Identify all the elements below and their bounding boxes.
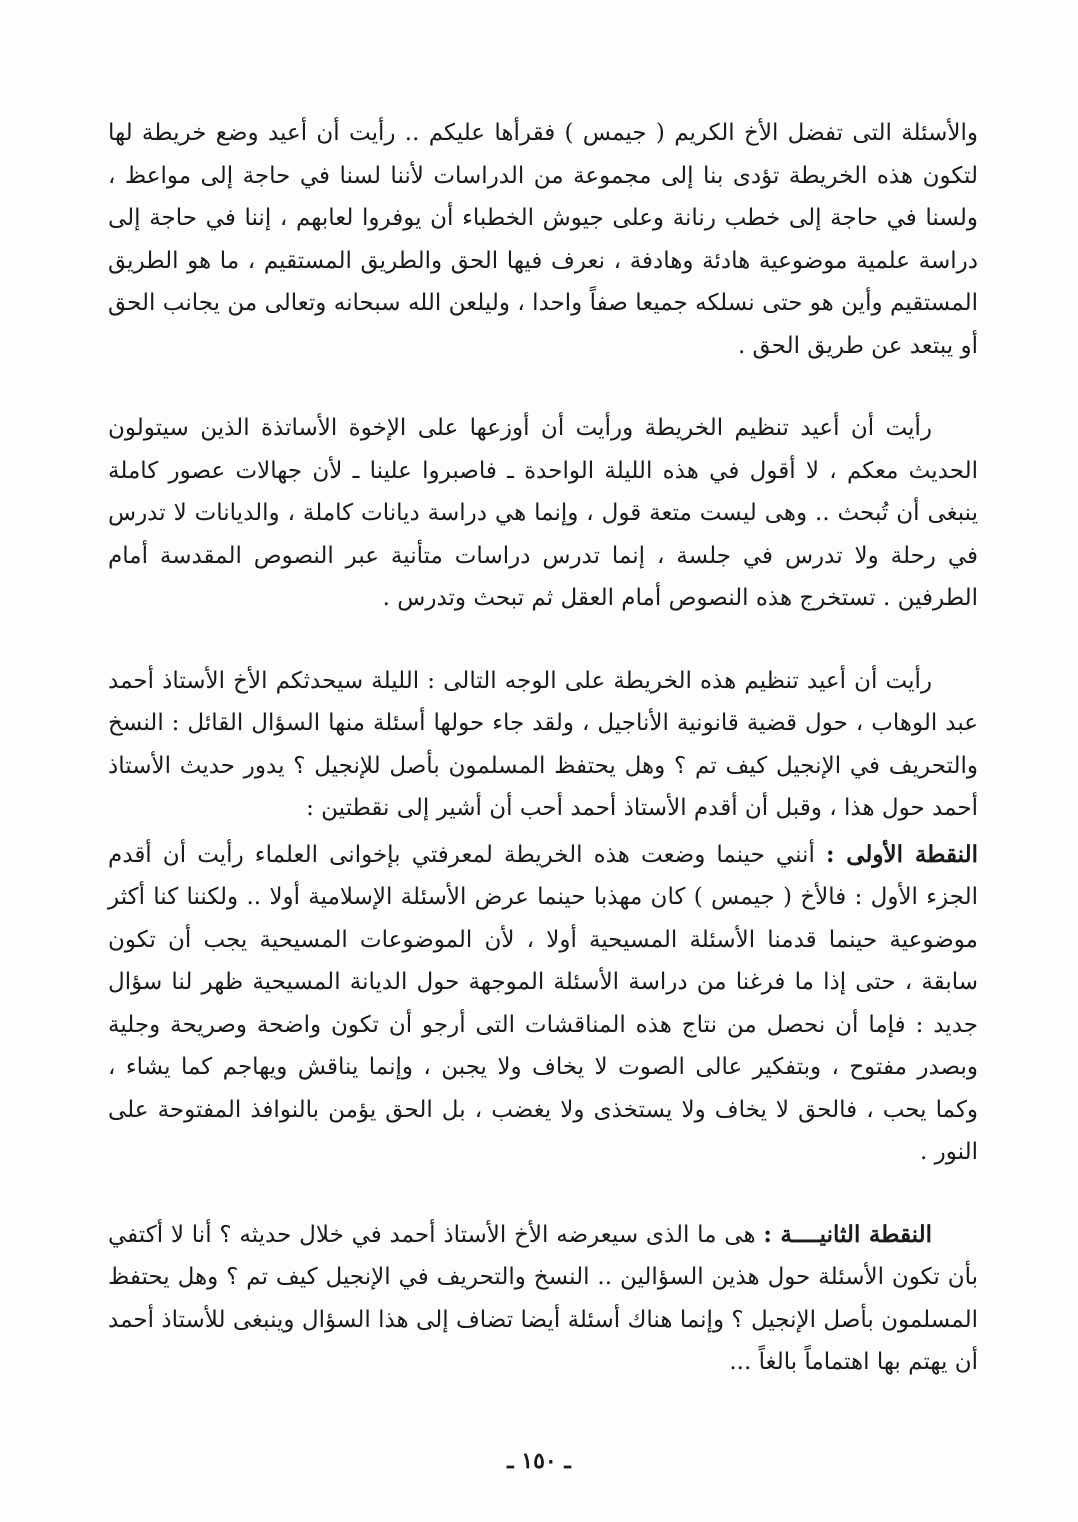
paragraph-first-point — [108, 834, 978, 1174]
second-point-heading: النقطة الثانيــــة : — [763, 1220, 932, 1248]
paragraph-questions-map: والأسئلة التى تفضل الأخ الكريم ( جيمس ) فقرأها عليكم .. رأيت أن أعيد وضع خريطة لها لتكون هذه الخريطة تؤدى بنا إلى مجموعة من الدراسات لأننا لسنا في حاجة إلى مواعظ ، ولسنا في حاجة إلى خطب رنانة وعلى جيوش الخطباء أن يوفروا لعابهم ، إننا في حاجة إلى دراسة علمية موضوعية هادئة وهادفة ، نعرف فيها الحق والطريق المستقيم ، ما هو الطريق المستقيم وأين هو حتى نسلكه جميعا صفاً واحدا ، وليلعن الله سبحانه وتعالى من يجانب الحق أو يبتعد عن طريق الحق . — [108, 120, 978, 359]
body-text — [108, 112, 978, 1384]
first-point-text: أنني حينما وضعت هذه الخريطة لمعرفتي بإخوانى العلماء رأيت أن أقدم الجزء الأول : فالأخ ( جيمس ) كان مهذبا حينما عرض الأسئلة الإسلامية أولا .. ولكننا كنا أكثر موضوعية حينما قدمنا الأسئلة المسيحية أولا ، لأن الموضوعات المسيحية يجب أن تكون سابقة ، حتى إذا ما فرغنا من دراسة الأسئلة الموجهة حول الديانة المسيحية ظهر لنا سؤال جديد : فإما أن نحصل من نتاج هذه المناقشات التى أرجو أن تكون واضحة وصريحة وجلية وبصدر مفتوح ، وبتفكير عالى الصوت لا يخاف ولا يجبن ، وإنما يناقش ويهاجم كما يشاء ، وكما يحب ، فالحق لا يخاف ولا يستخذى ولا يغضب ، بل الحق يؤمن بالنوافذ المفتوحة على النور . — [108, 841, 978, 1165]
paragraph-reorganize-map: رأيت أن أعيد تنظيم الخريطة ورأيت أن أوزعها على الإخوة الأساتذة الذين سيتولون الحديث معكم ، لا أقول في هذه الليلة الواحدة ـ فاصبروا علينا ـ لأن جهالات عصور كاملة ينبغى أن تُبحث .. وهى ليست متعة قول ، وإنما هي دراسة ديانات كاملة ، والديانات لا تدرس في رحلة ولا تدرس في جلسة ، إنما تدرس دراسات متأنية عبر النصوص المقدسة أمام الطرفين . تستخرج هذه النصوص أمام العقل ثم تبحث وتدرس . — [108, 415, 978, 611]
paragraph-tonight-speaker: رأيت أن أعيد تنظيم هذه الخريطة على الوجه التالى : الليلة سيحدثكم الأخ الأستاذ أحمد عبد الوهاب ، حول قضية قانونية الأناجيل ، ولقد جاء حولها أسئلة منها السؤال القائل : النسخ والتحريف في الإنجيل كيف تم ؟ وهل يحتفظ المسلمون بأصل للإنجيل ؟ يدور حديث الأستاذ أحمد حول هذا ، وقبل أن أقدم الأستاذ أحمد أحب أن أشير إلى نقطتين : — [108, 667, 978, 821]
page-number: ـ ١٥٠ ـ — [507, 1448, 571, 1474]
first-point-heading: النقطة الأولى : — [825, 840, 979, 868]
second-point-text: هى ما الذى سيعرضه الأخ الأستاذ أحمد في خلال حديثه ؟ أنا لا أكتفي بأن تكون الأسئلة حول هذين السؤالين .. النسخ والتحريف في الإنجيل كيف تم ؟ وهل يحتفظ المسلمون بأصل الإنجيل ؟ وإنما هناك أسئلة أيضا تضاف إلى هذا السؤال وينبغى للأستاذ أحمد أن يهتم بها اهتماماً بالغاً ... — [108, 1221, 978, 1375]
paragraph-second-point — [108, 1214, 978, 1384]
